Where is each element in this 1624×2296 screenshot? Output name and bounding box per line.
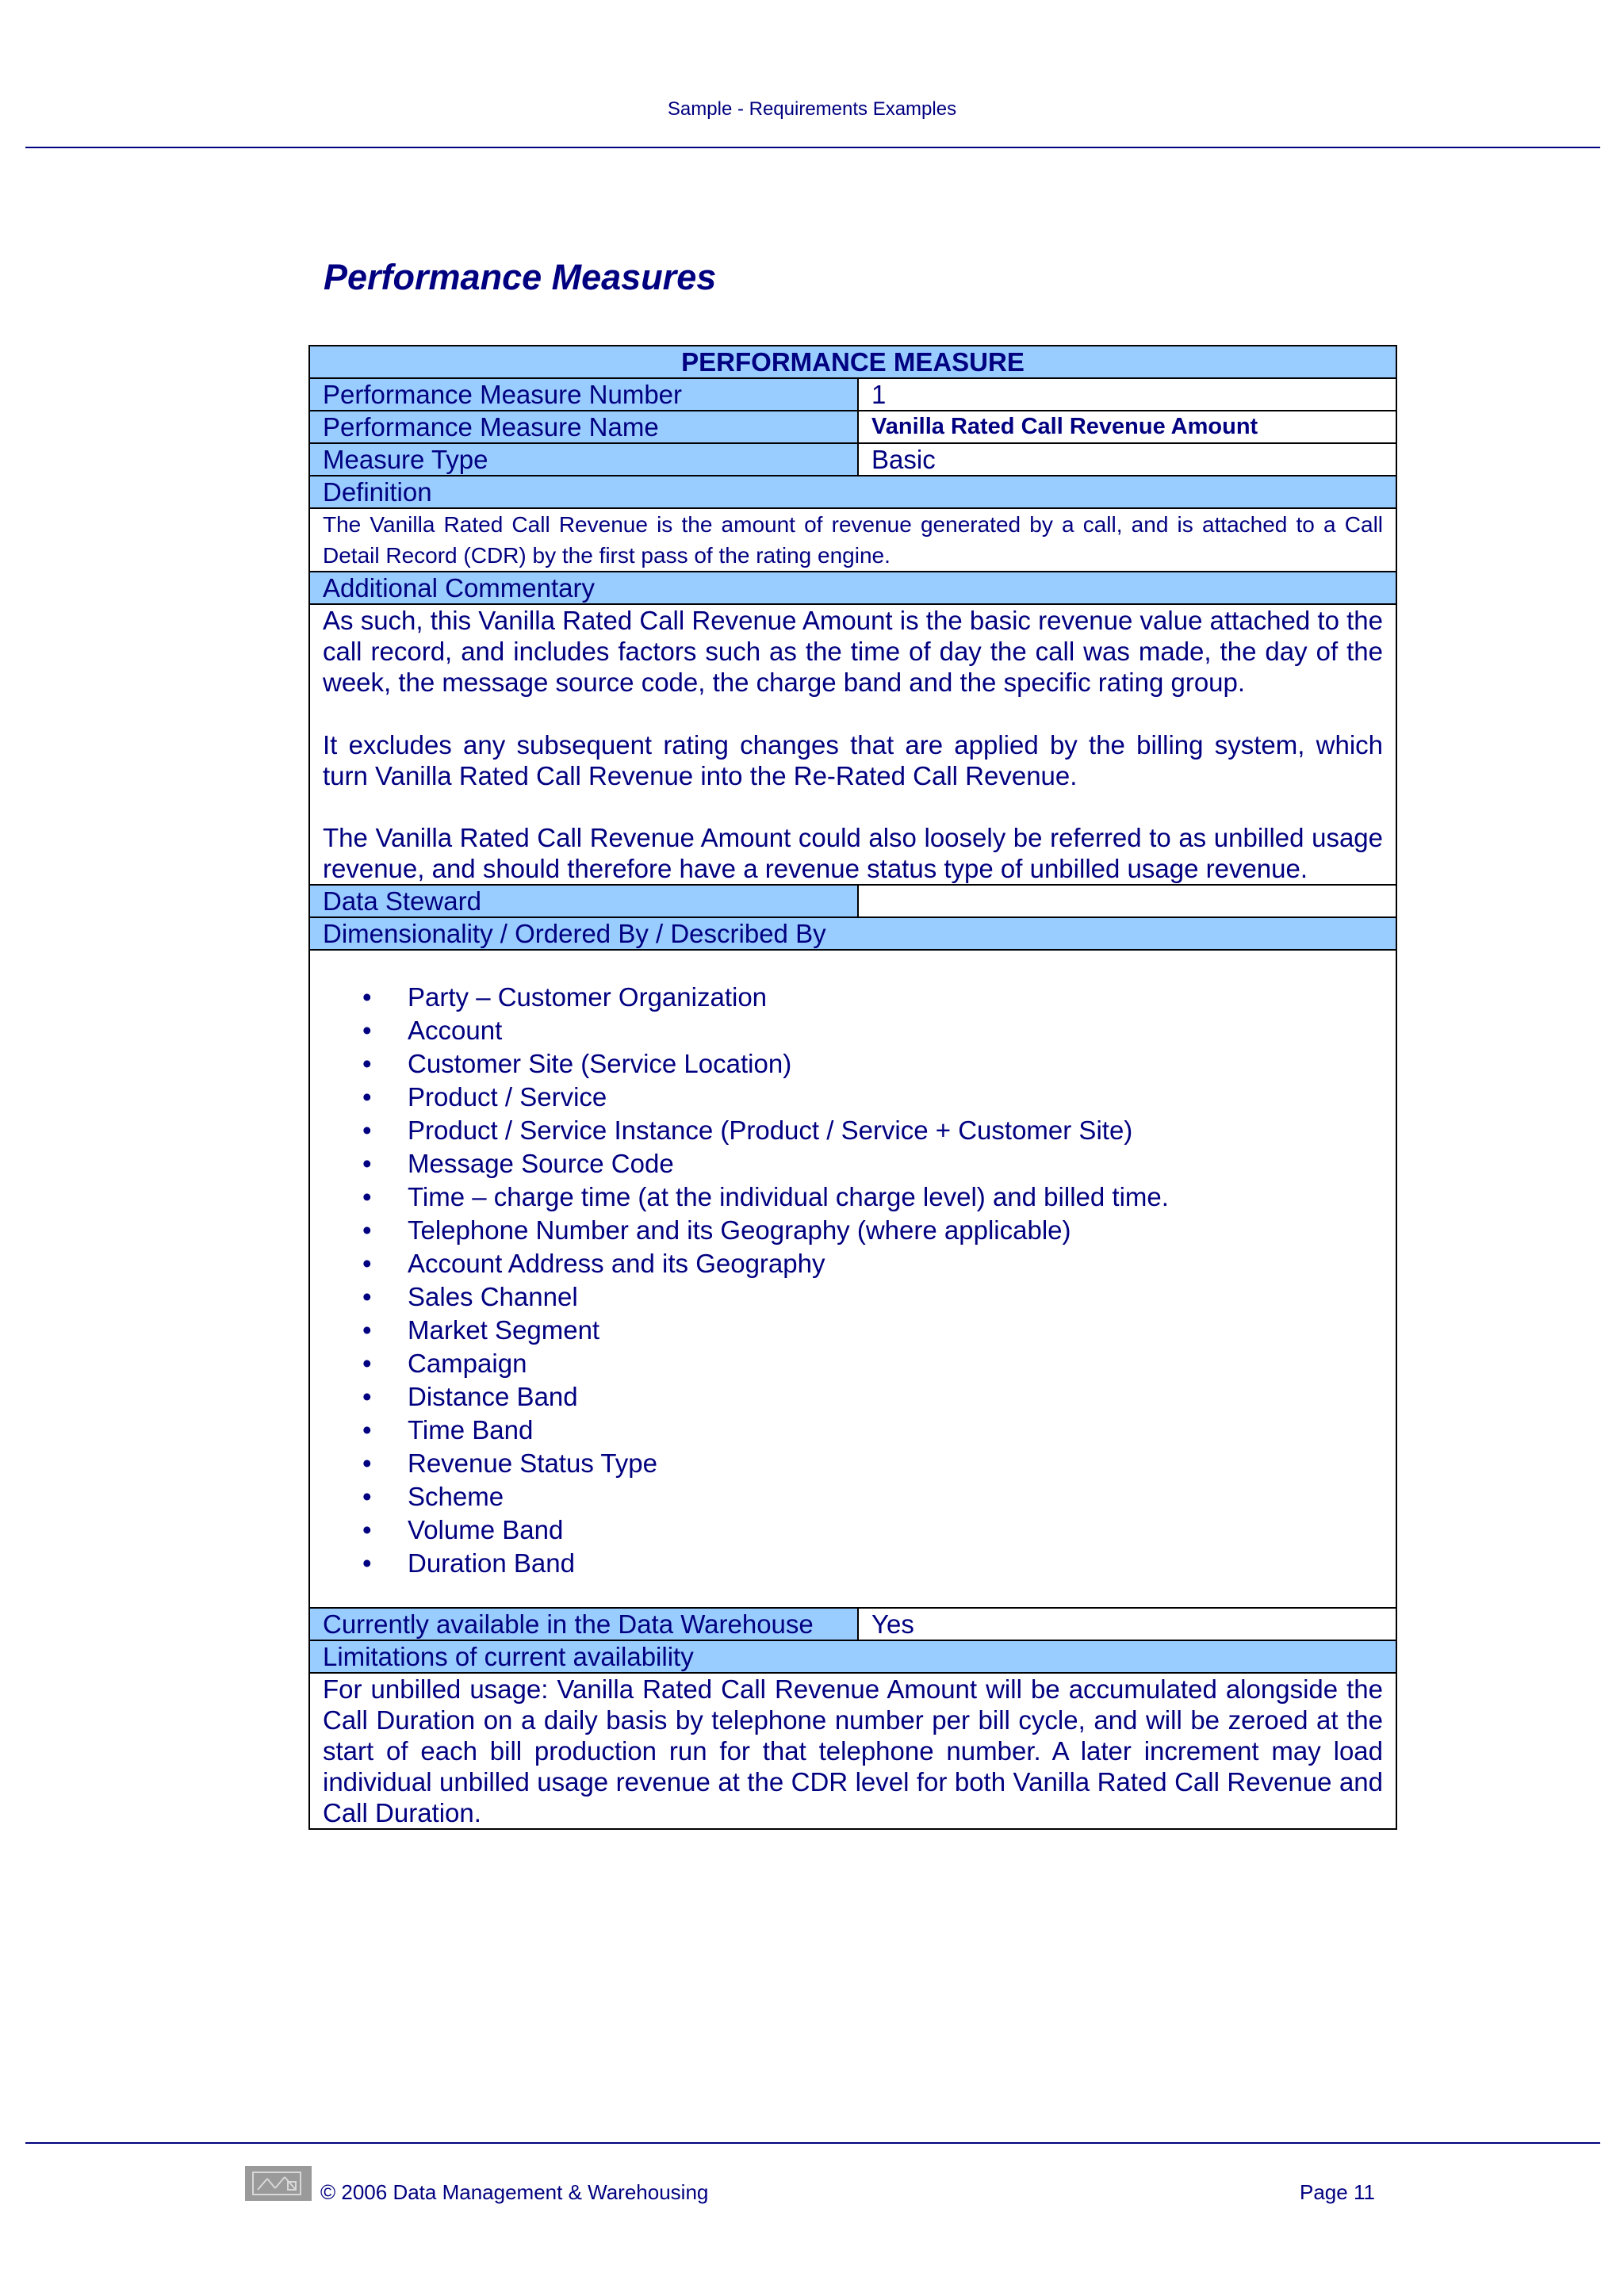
data-steward-row bbox=[309, 885, 1396, 917]
measure-type-row bbox=[309, 443, 1396, 476]
dimensionality-label: Dimensionality / Ordered By / Described By bbox=[309, 917, 1396, 950]
dimensionality-list bbox=[310, 951, 1396, 1607]
commentary-paragraph: As such, this Vanilla Rated Call Revenue Amount is the basic revenue value attached to the call record, and includes factors such as the time of day the call was made, the day of the week, the message source code, the charge band and the specific rating group. bbox=[323, 606, 1384, 697]
dimensionality-body bbox=[309, 950, 1396, 1608]
measure-name-value: Vanilla Rated Call Revenue Amount bbox=[858, 411, 1396, 443]
performance-measure-table bbox=[308, 345, 1397, 1830]
commentary-paragraph: The Vanilla Rated Call Revenue Amount could also loosely be referred to as unbilled usage revenue, and should therefore have a revenue status type of unbilled usage revenue. bbox=[323, 823, 1384, 883]
header-rule bbox=[25, 147, 1600, 148]
definition-label: Definition bbox=[309, 476, 1396, 508]
list-item: • Customer Site (Service Location) bbox=[310, 1047, 1396, 1081]
availability-label: Currently available in the Data Warehouse bbox=[309, 1608, 858, 1640]
footer-page-number: Page 11 bbox=[1300, 2180, 1375, 2204]
measure-name-label: Performance Measure Name bbox=[309, 411, 858, 443]
list-item: • Product / Service bbox=[310, 1081, 1396, 1114]
definition-text: The Vanilla Rated Call Revenue is the amount of revenue generated by a call, and is attached to a Call Detail Record (CDR) by the first pass of the rating engine. bbox=[309, 508, 1396, 572]
definition-label-row bbox=[309, 476, 1396, 508]
list-item: • Duration Band bbox=[310, 1547, 1396, 1580]
list-item: • Time – charge time (at the individual charge level) and billed time. bbox=[310, 1181, 1396, 1214]
list-item: • Revenue Status Type bbox=[310, 1447, 1396, 1480]
list-item: • Time Band bbox=[310, 1414, 1396, 1447]
list-item: • Account bbox=[310, 1014, 1396, 1047]
dimensionality-row bbox=[309, 950, 1396, 1608]
section-title: Performance Measures bbox=[324, 257, 717, 297]
measure-number-label: Performance Measure Number bbox=[309, 378, 858, 411]
company-logo-icon bbox=[245, 2166, 312, 2201]
footer-rule bbox=[25, 2142, 1600, 2144]
list-item: • Market Segment bbox=[310, 1314, 1396, 1347]
measure-name-row bbox=[309, 411, 1396, 443]
commentary-body bbox=[309, 604, 1396, 885]
measure-type-label: Measure Type bbox=[309, 443, 858, 476]
measure-type-value: Basic bbox=[858, 443, 1396, 476]
data-steward-value bbox=[858, 885, 1396, 917]
limitations-label-row bbox=[309, 1640, 1396, 1673]
data-steward-label: Data Steward bbox=[309, 885, 858, 917]
list-item: • Telephone Number and its Geography (where applicable) bbox=[310, 1214, 1396, 1247]
definition-row bbox=[309, 508, 1396, 572]
page-header-text: Sample - Requirements Examples bbox=[667, 98, 957, 120]
list-item: • Campaign bbox=[310, 1347, 1396, 1380]
table-header: PERFORMANCE MEASURE bbox=[309, 346, 1396, 378]
list-item: • Sales Channel bbox=[310, 1280, 1396, 1314]
measure-number-value: 1 bbox=[858, 378, 1396, 411]
limitations-row bbox=[309, 1673, 1396, 1829]
list-item: • Message Source Code bbox=[310, 1147, 1396, 1181]
list-item: • Scheme bbox=[310, 1480, 1396, 1513]
footer-copyright: © 2006 Data Management & Warehousing bbox=[320, 2180, 709, 2204]
list-item: • Account Address and its Geography bbox=[310, 1247, 1396, 1280]
dimensionality-label-row bbox=[309, 917, 1396, 950]
list-item: • Product / Service Instance (Product / Service + Customer Site) bbox=[310, 1114, 1396, 1147]
commentary-row bbox=[309, 604, 1396, 885]
measure-number-row bbox=[309, 378, 1396, 411]
list-item: • Volume Band bbox=[310, 1513, 1396, 1547]
list-item: • Party – Customer Organization bbox=[310, 981, 1396, 1014]
list-item: • Distance Band bbox=[310, 1380, 1396, 1414]
availability-value: Yes bbox=[858, 1608, 1396, 1640]
availability-row bbox=[309, 1608, 1396, 1640]
commentary-label-row bbox=[309, 572, 1396, 604]
commentary-paragraph: It excludes any subsequent rating changes that are applied by the billing system, which turn Vanilla Rated Call Revenue into the Re-Rated Call Revenue. bbox=[323, 729, 1384, 790]
table-header-row bbox=[309, 346, 1396, 378]
commentary-label: Additional Commentary bbox=[309, 572, 1396, 604]
limitations-label: Limitations of current availability bbox=[309, 1640, 1396, 1673]
limitations-text: For unbilled usage: Vanilla Rated Call Revenue Amount will be accumulated alongside the Call Duration on a daily basis by telephone number per bill cycle, and will be zeroed at the start of each bill production run for that telephone number. A later increment may load individual unbilled usage revenue at the CDR level for both Vanilla Rated Call Revenue and Call Duration. bbox=[309, 1673, 1396, 1829]
